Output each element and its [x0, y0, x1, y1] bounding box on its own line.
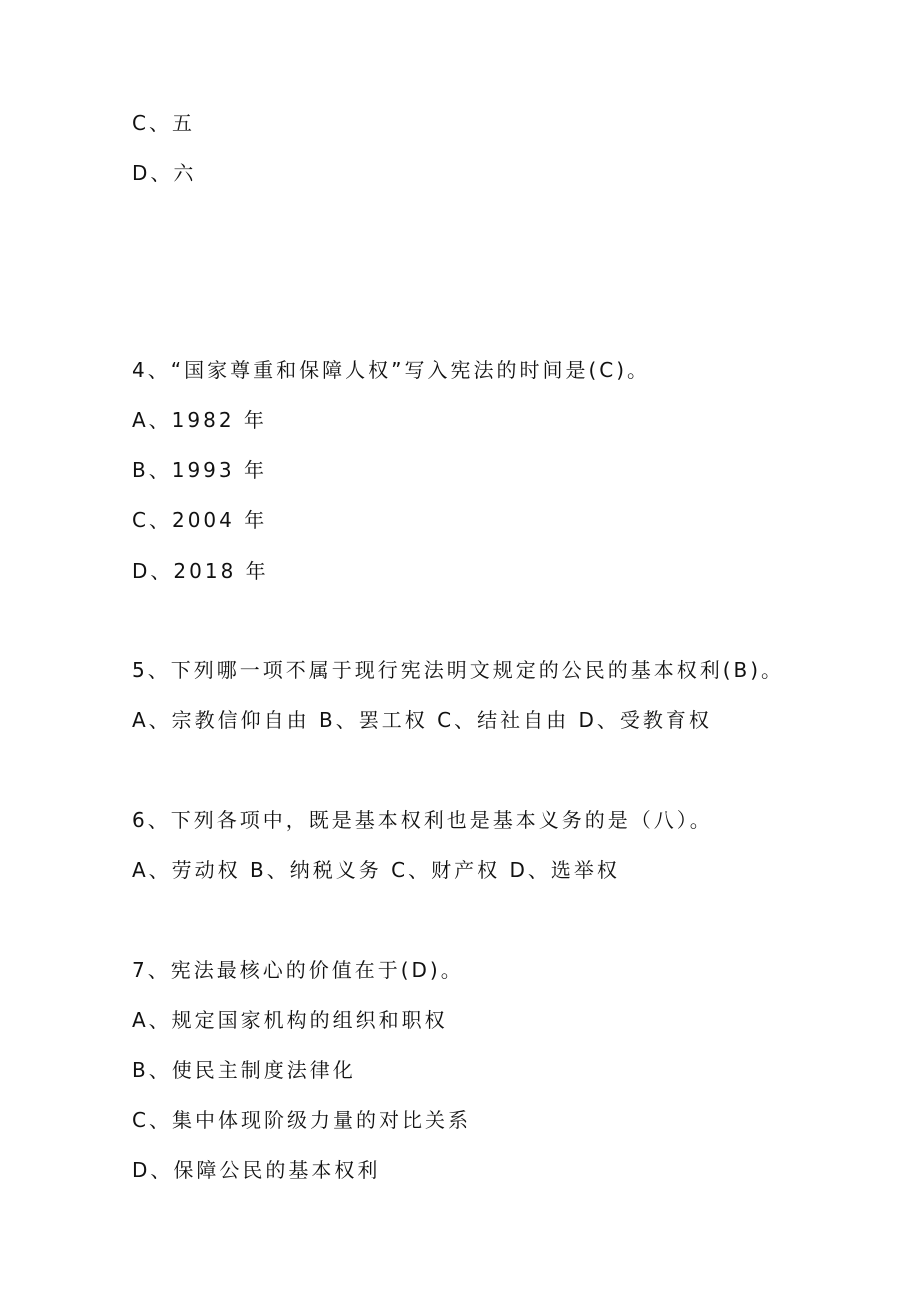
question-7-stem: 7、宪法最核心的价值在于(D)。	[132, 958, 464, 982]
question-4-stem: 4、“国家尊重和保障人权”写入宪法的时间是(C)。	[132, 358, 651, 382]
question-5-options: A、宗教信仰自由 B、罢工权 C、结社自由 D、受教育权	[132, 708, 712, 732]
question-7-option-d: D、保障公民的基本权利	[132, 1158, 381, 1182]
question-6-options: A、劳动权 B、纳税义务 C、财产权 D、选举权	[132, 858, 620, 882]
option-c-prev: C、五	[132, 111, 195, 135]
option-d-prev: D、六	[132, 161, 197, 185]
question-7-option-c: C、集中体现阶级力量的对比关系	[132, 1108, 471, 1132]
question-4-option-c: C、2004 年	[132, 508, 268, 532]
question-7-option-a: A、规定国家机构的组织和职权	[132, 1008, 448, 1032]
question-7-option-b: B、使民主制度法律化	[132, 1058, 356, 1082]
question-4-option-d: D、2018 年	[132, 559, 269, 583]
question-6-stem: 6、下列各项中，既是基本权利也是基本义务的是（八）。	[132, 808, 713, 832]
question-5-stem: 5、下列哪一项不属于现行宪法明文规定的公民的基本权利(B)。	[132, 658, 785, 682]
question-4-option-a: A、1982 年	[132, 408, 267, 432]
question-4-option-b: B、1993 年	[132, 458, 267, 482]
